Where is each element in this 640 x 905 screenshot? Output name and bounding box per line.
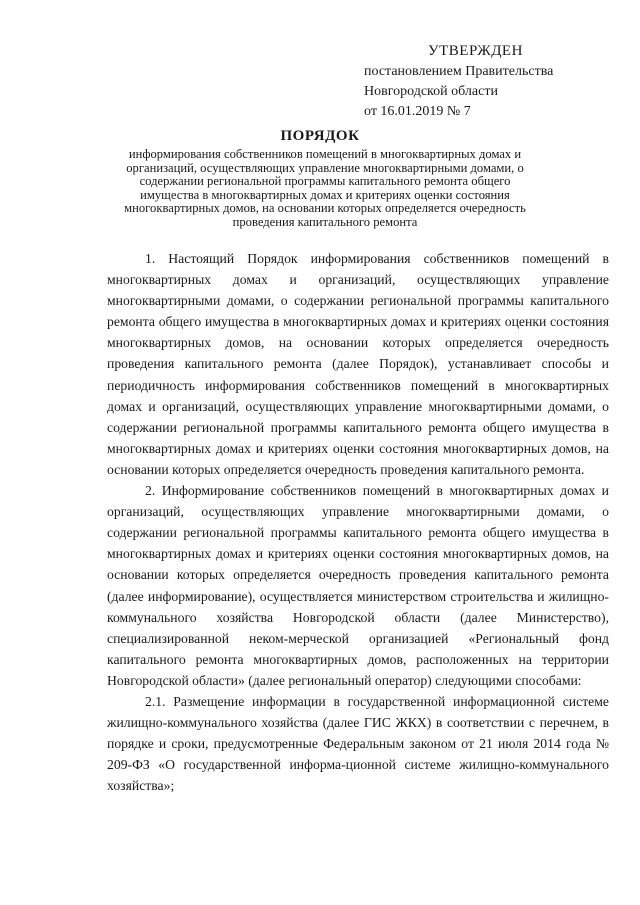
approval-heading: УТВЕРЖДЕН xyxy=(428,43,523,59)
approval-line: Новгородской области xyxy=(364,84,498,99)
approval-stamp xyxy=(364,40,614,122)
paragraph: 2.1. Размещение информации в государственной информационной системе жилищно-коммунального хозяйства (далее ГИС ЖКХ) в соответствии с перечнем, в порядке и сроки, предусмотренные Федеральным законом от 21 июля 2014 года № 209-ФЗ «О государственной информа-ционной системе жилищно-коммунального хозяйства»; xyxy=(107,693,609,794)
document-body xyxy=(107,248,609,796)
document-title: ПОРЯДОК xyxy=(280,128,360,144)
approval-line: постановлением Правительства xyxy=(364,64,554,79)
paragraph: 1. Настоящий Порядок информирования собственников помещений в многоквартирных домах и организаций, осуществляющих управление многоквартирными домами, о содержании региональной программы капитального ремонта общего имущества в многоквартирных домах и критериях оценки состояния многоквартирных домов, на основании которых определяется очередность проведения капитального ремонта (далее Порядок), устанавливает способы и периодичность информирования собственников помещений в многоквартирных домах и организаций, осуществляющих управление многоквартирными домами, о содержании региональной программы капитального ремонта общего имущества в многоквартирных домах и критериях оценки состояния многоквартирных домов, на основании которых определяется очередность проведения капитального ремонта. xyxy=(107,251,609,477)
paragraph: 2. Информирование собственников помещений в многоквартирных домах и организаций, осуществляющих управление многоквартирными домами, о содержании региональной программы капитального ремонта общего имущества в многоквартирных домах и критериях оценки состояния многоквартирных домов, на основании которых определяется очередность проведения капитального ремонта (далее информирование), осуществляется министерством строительства и жилищно-коммунального хозяйства Новгородской области (далее Министерство), специализированной неком-мерческой организацией «Региональный фонд капитального ремонта многоквартирных домов, расположенных на территории Новгородской области» (далее региональный оператор) следующими способами: xyxy=(107,483,609,688)
document-subtitle: информирования собственников помещений в многоквартирных домах и организаций, осуществляющих управление многоквартирными домами, о содержании региональной программы капитального ремонта общего имущества в многоквартирных домах и критериях оценки состояния многоквартирных домов, на основании которых определяется очередность проведения капитального ремонта xyxy=(124,147,526,229)
approval-line: от 16.01.2019 № 7 xyxy=(364,104,471,119)
